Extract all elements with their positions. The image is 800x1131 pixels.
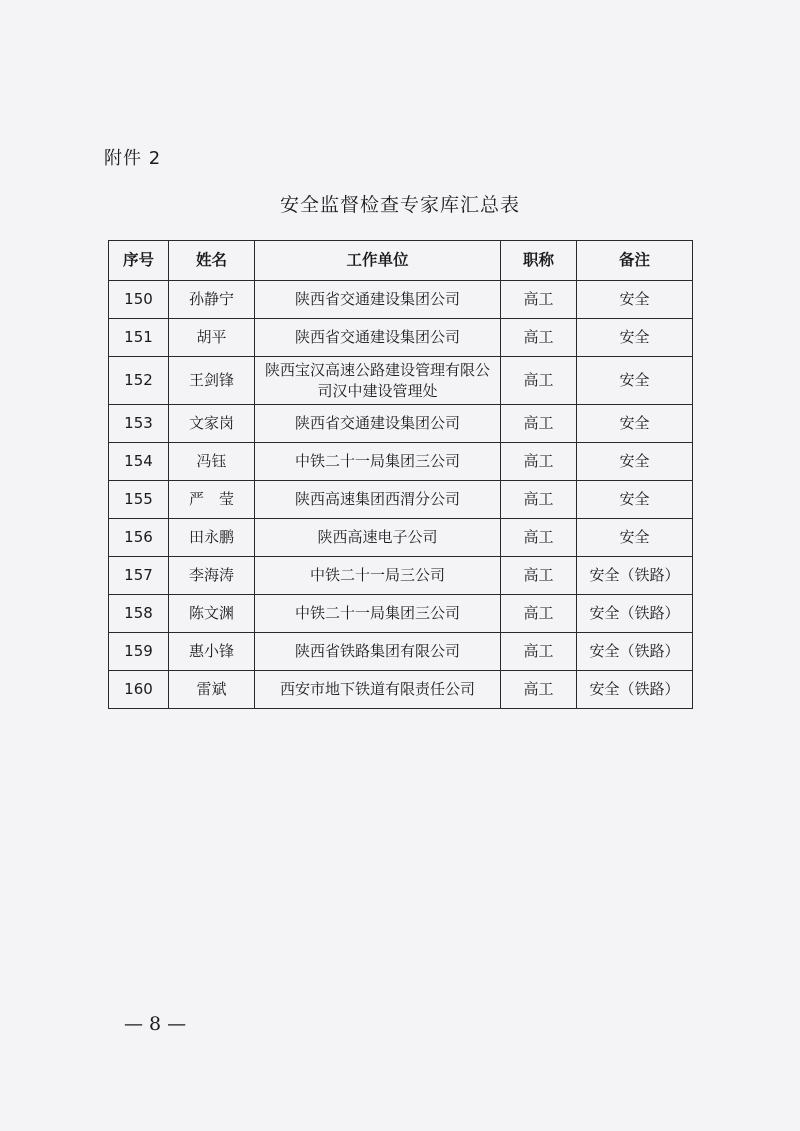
cell-remarks: 安全（铁路） bbox=[577, 633, 693, 671]
table-row bbox=[109, 595, 693, 633]
table-row bbox=[109, 519, 693, 557]
cell-job-title: 高工 bbox=[501, 405, 577, 443]
cell-name: 冯钰 bbox=[169, 443, 255, 481]
cell-work-unit: 中铁二十一局集团三公司 bbox=[255, 595, 501, 633]
table-row bbox=[109, 671, 693, 709]
cell-remarks: 安全 bbox=[577, 519, 693, 557]
cell-serial-number: 151 bbox=[109, 319, 169, 357]
cell-job-title: 高工 bbox=[501, 519, 577, 557]
table-row bbox=[109, 633, 693, 671]
document-title: 安全监督检查专家库汇总表 bbox=[279, 194, 520, 216]
cell-serial-number: 150 bbox=[109, 281, 169, 319]
header-serial-number: 序号 bbox=[109, 241, 169, 281]
cell-name: 田永鹏 bbox=[169, 519, 255, 557]
table-row bbox=[109, 319, 693, 357]
cell-work-unit: 中铁二十一局三公司 bbox=[255, 557, 501, 595]
cell-work-unit: 陕西高速集团西渭分公司 bbox=[255, 481, 501, 519]
cell-serial-number: 157 bbox=[109, 557, 169, 595]
cell-serial-number: 152 bbox=[109, 357, 169, 405]
cell-work-unit: 西安市地下铁道有限责任公司 bbox=[255, 671, 501, 709]
cell-serial-number: 158 bbox=[109, 595, 169, 633]
cell-job-title: 高工 bbox=[501, 557, 577, 595]
page-number: — 8 — bbox=[124, 1013, 187, 1035]
cell-name: 王剑锋 bbox=[169, 357, 255, 405]
cell-name: 陈文渊 bbox=[169, 595, 255, 633]
cell-name: 胡平 bbox=[169, 319, 255, 357]
cell-work-unit: 陕西省交通建设集团公司 bbox=[255, 405, 501, 443]
header-work-unit: 工作单位 bbox=[255, 241, 501, 281]
header-remarks: 备注 bbox=[577, 241, 693, 281]
cell-name: 严 莹 bbox=[169, 481, 255, 519]
cell-work-unit: 陕西省铁路集团有限公司 bbox=[255, 633, 501, 671]
table-row bbox=[109, 357, 693, 405]
cell-job-title: 高工 bbox=[501, 357, 577, 405]
table-row bbox=[109, 481, 693, 519]
cell-work-unit: 中铁二十一局集团三公司 bbox=[255, 443, 501, 481]
cell-remarks: 安全（铁路） bbox=[577, 671, 693, 709]
table-row bbox=[109, 281, 693, 319]
cell-remarks: 安全（铁路） bbox=[577, 557, 693, 595]
cell-serial-number: 154 bbox=[109, 443, 169, 481]
header-name: 姓名 bbox=[169, 241, 255, 281]
table-row bbox=[109, 557, 693, 595]
cell-remarks: 安全 bbox=[577, 443, 693, 481]
cell-remarks: 安全（铁路） bbox=[577, 595, 693, 633]
cell-job-title: 高工 bbox=[501, 595, 577, 633]
header-job-title: 职称 bbox=[501, 241, 577, 281]
table-row bbox=[109, 443, 693, 481]
cell-remarks: 安全 bbox=[577, 405, 693, 443]
cell-job-title: 高工 bbox=[501, 281, 577, 319]
cell-work-unit: 陕西高速电子公司 bbox=[255, 519, 501, 557]
cell-name: 惠小锋 bbox=[169, 633, 255, 671]
cell-work-unit: 陕西省交通建设集团公司 bbox=[255, 281, 501, 319]
cell-serial-number: 160 bbox=[109, 671, 169, 709]
cell-remarks: 安全 bbox=[577, 481, 693, 519]
table-header-row bbox=[109, 241, 693, 281]
expert-table bbox=[108, 240, 693, 709]
cell-job-title: 高工 bbox=[501, 319, 577, 357]
attachment-label: 附件 2 bbox=[104, 148, 162, 169]
cell-serial-number: 153 bbox=[109, 405, 169, 443]
cell-job-title: 高工 bbox=[501, 633, 577, 671]
cell-serial-number: 155 bbox=[109, 481, 169, 519]
cell-serial-number: 156 bbox=[109, 519, 169, 557]
cell-name: 文家岗 bbox=[169, 405, 255, 443]
cell-name: 孙静宁 bbox=[169, 281, 255, 319]
table-row bbox=[109, 405, 693, 443]
cell-work-unit: 陕西省交通建设集团公司 bbox=[255, 319, 501, 357]
cell-job-title: 高工 bbox=[501, 671, 577, 709]
cell-remarks: 安全 bbox=[577, 281, 693, 319]
cell-work-unit: 陕西宝汉高速公路建设管理有限公司汉中建设管理处 bbox=[255, 357, 501, 405]
cell-name: 李海涛 bbox=[169, 557, 255, 595]
cell-remarks: 安全 bbox=[577, 357, 693, 405]
cell-name: 雷斌 bbox=[169, 671, 255, 709]
cell-job-title: 高工 bbox=[501, 443, 577, 481]
cell-remarks: 安全 bbox=[577, 319, 693, 357]
cell-job-title: 高工 bbox=[501, 481, 577, 519]
cell-serial-number: 159 bbox=[109, 633, 169, 671]
